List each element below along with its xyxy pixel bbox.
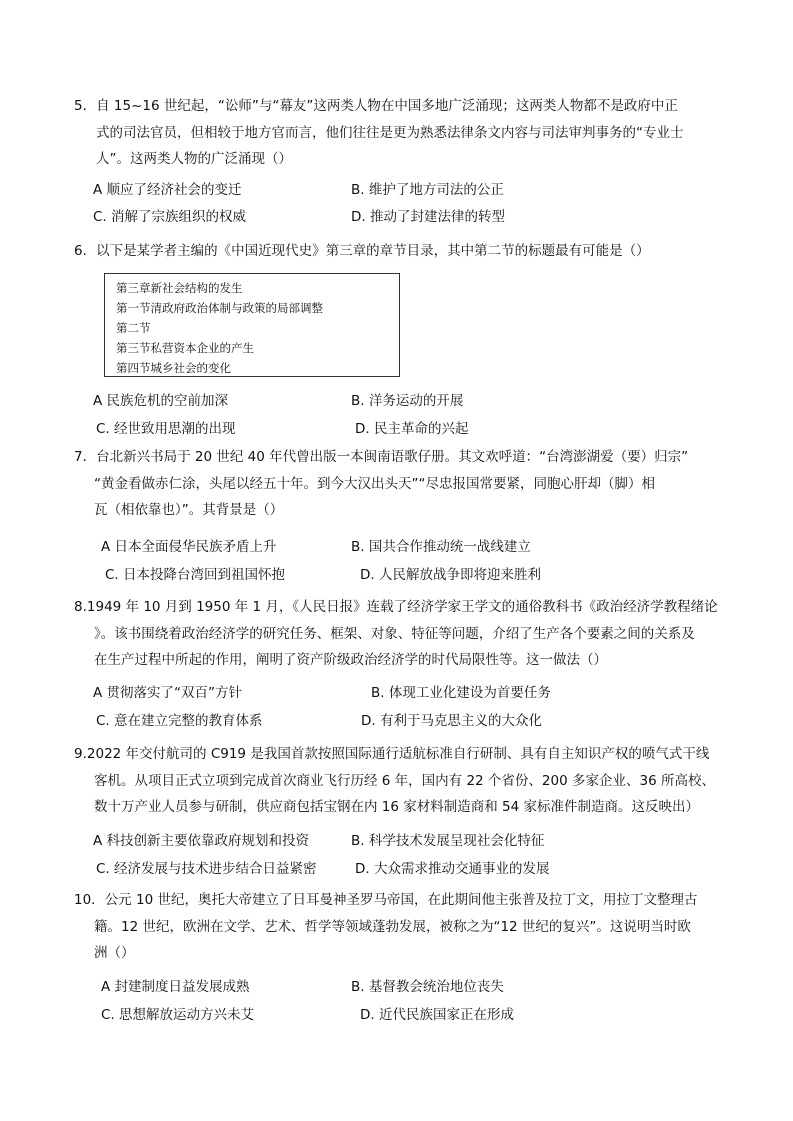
option-b[interactable]: B. 体现工业化建设为首要任务	[371, 685, 551, 701]
option-d[interactable]: D. 人民解放战争即将迎来胜利	[360, 567, 541, 583]
option-c[interactable]: C. 意在建立完整的教育体系	[96, 713, 263, 729]
option-c[interactable]: C. 经济发展与技术进步结合日益紧密	[96, 861, 317, 877]
option-b[interactable]: B. 科学技术发展呈现社会化特征	[351, 833, 545, 849]
option-b[interactable]: B. 基督教会统治地位丧失	[351, 979, 504, 995]
option-d[interactable]: D. 有利于马克思主义的大众化	[361, 713, 542, 729]
question-number: 6．	[74, 243, 97, 259]
option-a[interactable]: A 封建制度日益发展成熟	[101, 979, 250, 995]
stem-line: 客机。从项目正式立项到完成首次商业飞行历经 6 年，国内有 22 个省份、200 多家企业、36 所高校、	[94, 772, 715, 789]
outline-row: 第四节城乡社会的变化	[116, 361, 231, 375]
question-number: 5．	[74, 98, 97, 114]
outline-row: 第三章新社会结构的发生	[116, 281, 243, 295]
chapter-outline-box	[104, 273, 400, 377]
option-c[interactable]: C. 思想解放运动方兴未艾	[101, 1007, 255, 1023]
question-number: 7．	[74, 449, 97, 465]
stem-line: 6．以下是某学者主编的《中国近现代史》第三章的章节目录，其中第二节的标题最有可能是（）	[74, 243, 650, 259]
option-a[interactable]: A 日本全面侵华民族矛盾上升	[101, 539, 277, 555]
outline-row: 第一节清政府政治体制与政策的局部调整	[116, 301, 323, 315]
stem-line: 籍。12 世纪，欧洲在文学、艺术、哲学等领域蓬勃发展，被称之为“12 世纪的复兴”。这说明当时欧	[94, 918, 691, 935]
option-a[interactable]: A 顺应了经济社会的变迁	[93, 182, 242, 198]
stem-line: 洲（）	[94, 945, 135, 961]
option-d[interactable]: D. 近代民族国家正在形成	[360, 1007, 514, 1023]
question-stem	[74, 741, 715, 821]
question-number: 10．	[74, 892, 105, 908]
question-stem	[74, 93, 684, 173]
option-d[interactable]: D. 民主革命的兴起	[355, 421, 469, 437]
stem-line: 7．台北新兴书局于 20 世纪 40 年代曾出版一本闽南语歌仔册。其文欢呼道：“台湾澎湖爱（要）归宗”	[74, 449, 689, 465]
option-b[interactable]: B. 维护了地方司法的公正	[351, 182, 504, 198]
stem-line: 在生产过程中所起的作用，阐明了资产阶级政治经济学的时代局限性等。这一做法（）	[94, 652, 607, 668]
stem-line: “黄金看做赤仁涂，头尾以经五十年。到今大汉出头天”“尽忠报国常要紧，同胞心肝却（脚）相	[94, 475, 655, 492]
stem-line: 式的司法官员，但相较于地方官而言，他们往往是更为熟悉法律条文内容与司法审判事务的“专业士	[96, 124, 684, 141]
option-a[interactable]: A 民族危机的空前加深	[93, 393, 229, 409]
question-number: 9.	[74, 746, 87, 762]
question-stem	[74, 444, 688, 524]
stem-line: 9.2022 年交付航司的 C919 是我国首款按照国际通行适航标准自行研制、具有自主知识产权的喷气式干线	[74, 746, 710, 762]
option-a[interactable]: A 科技创新主要依靠政府规划和投资	[93, 833, 310, 849]
option-d[interactable]: D. 推动了封建法律的转型	[351, 209, 505, 225]
question-stem	[74, 238, 650, 265]
option-c[interactable]: C. 消解了宗族组织的权威	[93, 209, 247, 225]
option-c[interactable]: C. 日本投降台湾回到祖国怀抱	[105, 567, 286, 583]
question-stem	[74, 594, 718, 674]
stem-line: 人”。这两类人物的广泛涌现（）	[96, 151, 292, 167]
outline-row: 第三节私营资本企业的产生	[116, 341, 254, 355]
question-number: 8.	[74, 599, 87, 615]
stem-line: 8.1949 年 10 月到 1950 年 1 月，《人民日报》连载了经济学家王学文的通俗教科书《政治经济学教程绪论	[74, 599, 718, 615]
outline-row: 第二节	[116, 321, 151, 335]
option-d[interactable]: D. 大众需求推动交通事业的发展	[355, 861, 550, 877]
stem-line: 5．自 15~16 世纪起，“讼师”与“幕友”这两类人物在中国多地广泛涌现；这两类人物都不是政府中正	[74, 98, 678, 114]
option-c[interactable]: C. 经世致用思潮的出现	[96, 421, 236, 437]
question-stem	[74, 887, 697, 967]
option-b[interactable]: B. 国共合作推动统一战线建立	[351, 539, 531, 555]
stem-line: 》。该书围绕着政治经济学的研究任务、框架、对象、特征等问题，介绍了生产各个要素之间的关系及	[94, 625, 695, 642]
stem-line: 10．公元 10 世纪，奥托大帝建立了日耳曼神圣罗马帝国，在此期间他主张普及拉丁文，用拉丁文整理古	[74, 892, 698, 908]
option-b[interactable]: B. 洋务运动的开展	[351, 393, 464, 409]
stem-line: 数十万产业人员参与研制，供应商包括宝钢在内 16 家材料制造商和 54 家标准件制造商。这反映出）	[94, 799, 700, 815]
stem-line: 瓦（相依靠也）”。其背景是（）	[94, 502, 284, 518]
option-a[interactable]: A 贯彻落实了“双百”方针	[93, 685, 243, 701]
